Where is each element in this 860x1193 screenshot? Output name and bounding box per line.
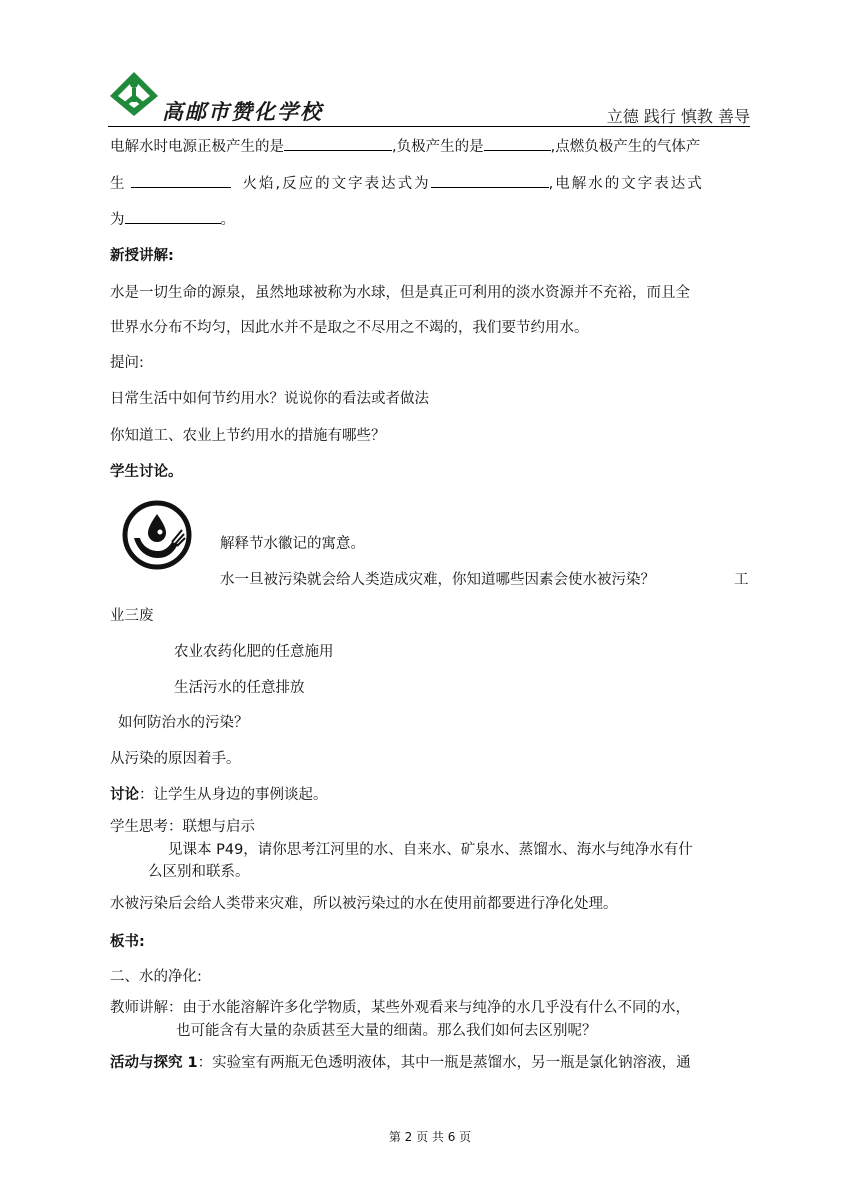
- text-segment: 。: [220, 212, 235, 228]
- paragraph-line: 见课本 P49，请你思考江河里的水、自来水、矿泉水、蒸馏水、海水与纯净水有什: [168, 842, 693, 858]
- water-saving-emblem-icon: [122, 500, 192, 570]
- paragraph-line: 么区别和联系。: [148, 864, 250, 880]
- paragraph-line: 你知道工、农业上节约用水的措施有哪些？: [110, 428, 386, 444]
- paragraph-line: 二、水的净化:: [110, 969, 202, 985]
- page-header: [108, 66, 750, 126]
- discussion-label: 讨论: [110, 787, 139, 803]
- paragraph-line: 教师讲解：由于水能溶解许多化学物质，某些外观看来与纯净的水几乎没有什么不同的水，: [110, 1000, 690, 1016]
- paragraph-line: 水一旦被污染就会给人类造成灾难，你知道哪些因素会使水被污染？: [220, 572, 655, 588]
- text-line: [110, 136, 700, 157]
- answer-blank[interactable]: [125, 209, 221, 224]
- paragraph-line: 世界水分布不均匀，因此水并不是取之不尽用之不竭的，我们要节约用水。: [110, 320, 589, 336]
- text-segment: 火焰,反应的文字表达式为: [242, 176, 431, 192]
- paragraph-line: 日常生活中如何节约用水？说说你的看法或者做法: [110, 391, 429, 407]
- paragraph-line: 生活污水的任意排放: [174, 680, 305, 696]
- answer-blank[interactable]: [484, 136, 551, 151]
- paragraph-line: [110, 1053, 691, 1073]
- paragraph-line: 业三废: [110, 608, 154, 624]
- text-segment: ,点燃负极产生的气体产: [550, 139, 701, 155]
- paragraph-line: 提问:: [110, 355, 144, 371]
- school-logo-icon: [108, 70, 160, 118]
- answer-blank[interactable]: [431, 173, 549, 188]
- text-segment: ：让学生从身边的事例谈起。: [139, 787, 328, 803]
- answer-blank[interactable]: [131, 173, 231, 188]
- text-segment: 电解水时电源正极产生的是: [110, 139, 284, 155]
- school-name: 高邮市赞化学校: [162, 99, 323, 124]
- paragraph-line: 水是一切生命的源泉，虽然地球被称为水球，但是真正可利用的淡水资源并不充裕，而且全: [110, 285, 690, 301]
- text-segment: ,电解水的文字表达式: [548, 176, 704, 192]
- paragraph-line: 也可能含有大量的杂质甚至大量的细菌。那么我们如何去区别呢？: [176, 1023, 597, 1039]
- text-segment: 生: [110, 176, 125, 192]
- text-line: [110, 209, 235, 230]
- header-divider: [108, 126, 750, 127]
- paragraph-line: 农业农药化肥的任意施用: [174, 644, 334, 660]
- text-line: [110, 173, 704, 194]
- paragraph-line: 从污染的原因着手。: [110, 751, 241, 767]
- section-heading: 新授讲解:: [110, 248, 174, 264]
- section-heading: 板书:: [110, 934, 145, 950]
- paragraph-line: 水被污染后会给人类带来灾难，所以被污染过的水在使用前都要进行净化处理。: [110, 896, 618, 912]
- paragraph-line: 解释节水徽记的寓意。: [220, 536, 365, 552]
- section-heading: 学生讨论。: [110, 464, 183, 480]
- paragraph-line: 学生思考：联想与启示: [110, 819, 255, 835]
- text-segment: ：实验室有两瓶无色透明液体，其中一瓶是蒸馏水，另一瓶是氯化钠溶液，通: [197, 1055, 691, 1071]
- paragraph-line: [110, 785, 328, 805]
- paragraph-line: 工: [734, 572, 749, 588]
- answer-blank[interactable]: [284, 136, 392, 151]
- text-segment: ,负极产生的是: [392, 139, 484, 155]
- text-segment: 为: [110, 212, 125, 228]
- school-motto: 立德 践行 慎教 善导: [606, 107, 750, 126]
- paragraph-line: 如何防治水的污染？: [118, 715, 249, 731]
- activity-label: 活动与探究 1: [110, 1055, 198, 1071]
- page-footer: 第 2 页 共 6 页: [388, 1130, 472, 1144]
